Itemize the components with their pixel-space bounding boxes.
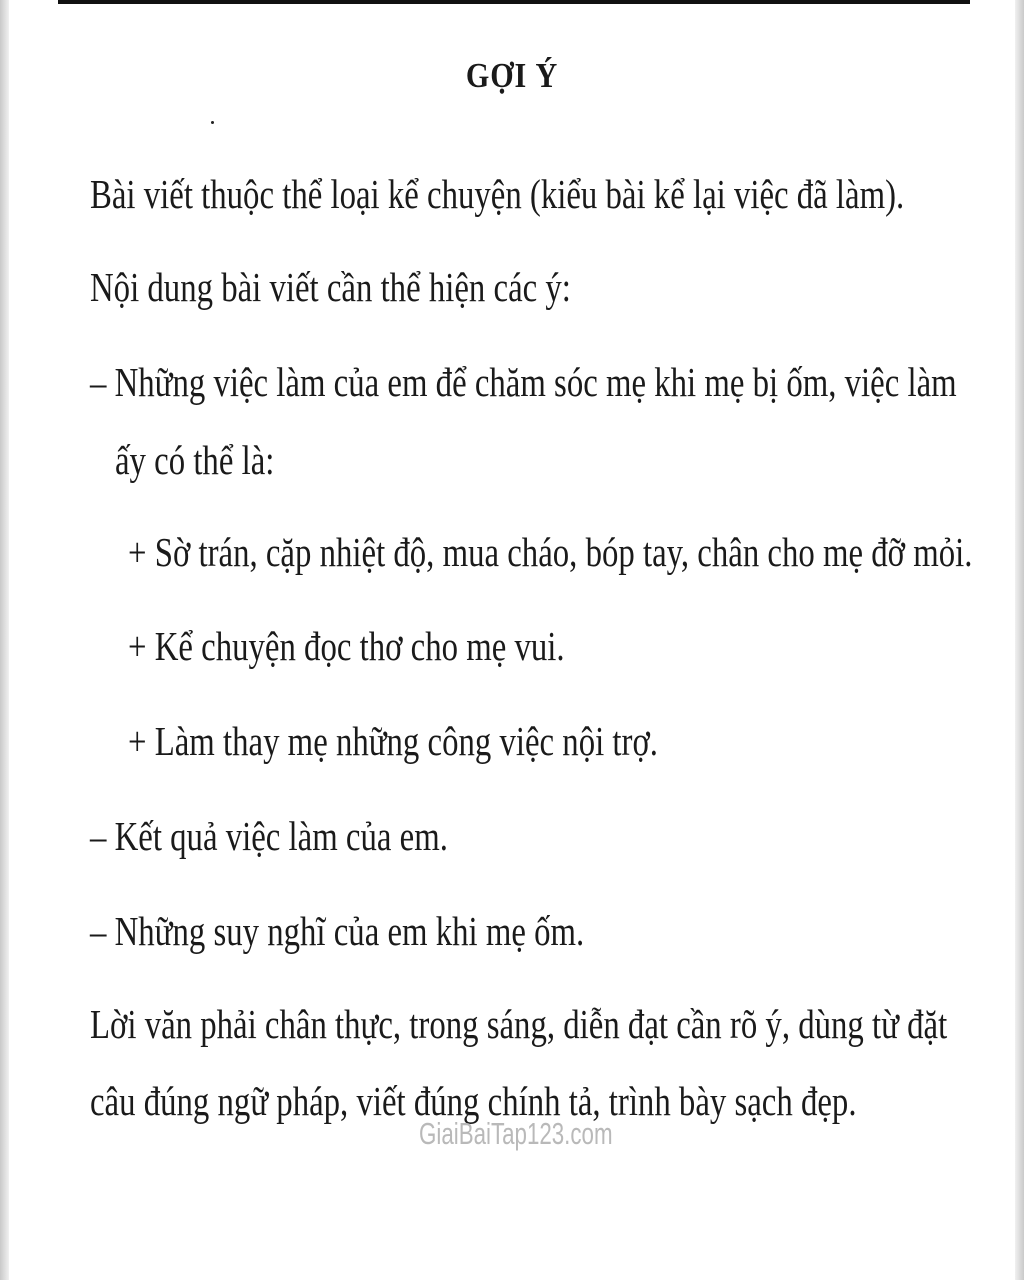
sub-bullet-care: + Sờ trán, cặp nhiệt độ, mua cháo, bóp tay, chân cho mẹ đỡ mỏi. xyxy=(128,529,973,575)
bullet-results: – Kết quả việc làm của em. xyxy=(90,813,448,859)
style-note-continued: câu đúng ngữ pháp, viết đúng chính tả, trình bày sạch đẹp. xyxy=(90,1078,857,1124)
bullet-actions-continued: ấy có thể là: xyxy=(115,437,275,483)
intro-line: Bài viết thuộc thể loại kể chuyện (kiểu bài kể lại việc đã làm). xyxy=(90,171,905,217)
style-note: Lời văn phải chân thực, trong sáng, diễn đạt cần rõ ý, dùng từ đặt xyxy=(90,1001,948,1047)
watermark: GiaiBaiTap123.com xyxy=(419,1116,613,1151)
ink-speck xyxy=(211,121,214,124)
content-heading: Nội dung bài viết cần thể hiện các ý: xyxy=(90,264,571,310)
bullet-thoughts: – Những suy nghĩ của em khi mẹ ốm. xyxy=(90,908,585,954)
sub-bullet-stories: + Kể chuyện đọc thơ cho mẹ vui. xyxy=(128,623,565,669)
sub-bullet-housework: + Làm thay mẹ những công việc nội trợ. xyxy=(128,718,659,764)
top-rule xyxy=(58,0,970,4)
bullet-actions: – Những việc làm của em để chăm sóc mẹ khi mẹ bị ốm, việc làm xyxy=(90,359,957,405)
page-left-shadow xyxy=(0,0,9,1280)
page-title: GỢI Ý xyxy=(465,56,559,95)
page-right-shadow xyxy=(1015,0,1024,1280)
